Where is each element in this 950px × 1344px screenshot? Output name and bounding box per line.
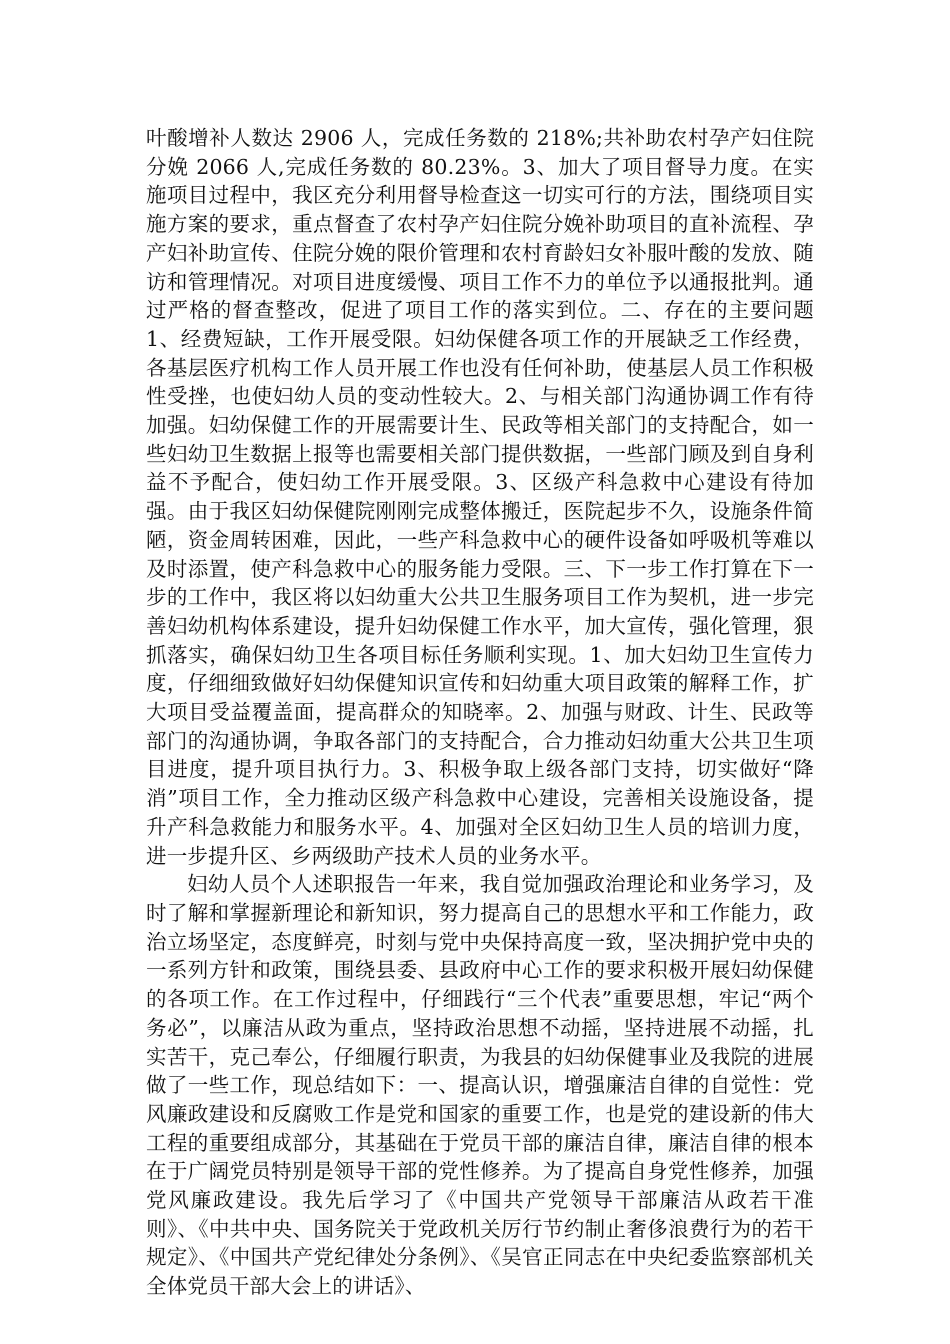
paragraph-project-work-summary: 叶酸增补人数达 2906 人，完成任务数的 218%;共补助农村孕产妇住院分娩 2066 人,完成任务数的 80.23%。3、加大了项目督导力度。在实施项目过程中，我区充分利用督导检查这一切实可行的方法，围绕项目实施方案的要求，重点督查了农村孕产妇住院分娩补助项目的直补流程、孕产妇补助宣传、住院分娩的限价管理和农村育龄妇女补服叶酸的发放、随访和管理情况。对项目进度缓慢、项目工作不力的单位予以通报批判。通过严格的督查整改，促进了项目工作的落实到位。二、存在的主要问题 1、经费短缺，工作开展受限。妇幼保健各项工作的开展缺乏工作经费，各基层医疗机构工作人员开展工作也没有任何补助，使基层人员工作积极性受挫，也使妇幼人员的变动性较大。2、与相关部门沟通协调工作有待加强。妇幼保健工作的开展需要计生、民政等相关部门的支持配合，如一些妇幼卫生数据上报等也需要相关部门提供数据，一些部门顾及到自身利益不予配合，使妇幼工作开展受限。3、区级产科急救中心建设有待加强。由于我区妇幼保健院刚刚完成整体搬迁，医院起步不久，设施条件简陋，资金周转困难，因此，一些产科急救中心的硬件设备如呼吸机等难以及时添置，使产科急救中心的服务能力受限。三、下一步工作打算在下一步的工作中，我区将以妇幼重大公共卫生服务项目工作为契机，进一步完善妇幼机构体系建设，提升妇幼保健工作水平，加大宣传，强化管理，狠抓落实，确保妇幼卫生各项目标任务顺利实现。1、加大妇幼卫生宣传力度，仔细细致做好妇幼保健知识宣传和妇幼重大项目政策的解释工作，扩大项目受益覆盖面，提高群众的知晓率。2、加强与财政、计生、民政等部门的沟通协调，争取各部门的支持配合，合力推动妇幼重大公共卫生项目进度，提升项目执行力。3、积极争取上级各部门支持，切实做好“降消”项目工作，全力推动区级产科急救中心建设，完善相关设施设备，提升产科急救能力和服务水平。4、加强对全区妇幼卫生人员的培训力度，进一步提升区、乡两级助产技术人员的业务水平。 bbox=[146, 126, 814, 868]
document-body bbox=[146, 124, 814, 1301]
paragraph-personal-report: 妇幼人员个人述职报告一年来，我自觉加强政治理论和业务学习，及时了解和掌握新理论和新知识，努力提高自己的思想水平和工作能力，政治立场坚定，态度鲜亮，时刻与党中央保持高度一致，坚决拥护党中央的一系列方针和政策，围绕县委、县政府中心工作的要求积极开展妇幼保健的各项工作。在工作过程中，仔细践行“三个代表”重要思想，牢记“两个务必”，以廉洁从政为重点，坚持政治思想不动摇，坚持进展不动摇，扎实苦干，克己奉公，仔细履行职责，为我县的妇幼保健事业及我院的进展做了一些工作，现总结如下：一、提高认识，增强廉洁自律的自觉性：党风廉政建设和反腐败工作是党和国家的重要工作，也是党的建设新的伟大工程的重要组成部分，其基础在于党员干部的廉洁自律，廉洁自律的根本在于广阔党员特别是领导干部的党性修养。为了提高自身党性修养，加强党风廉政建设。我先后学习了《中国共产党领导干部廉洁从政若干准则》、《中共中央、国务院关于党政机关厉行节约制止奢侈浪费行为的若干规定》、《中国共产党纪律处分条例》、《吴官正同志在中央纪委监察部机关全体党员干部大会上的讲话》、 bbox=[146, 872, 814, 1299]
